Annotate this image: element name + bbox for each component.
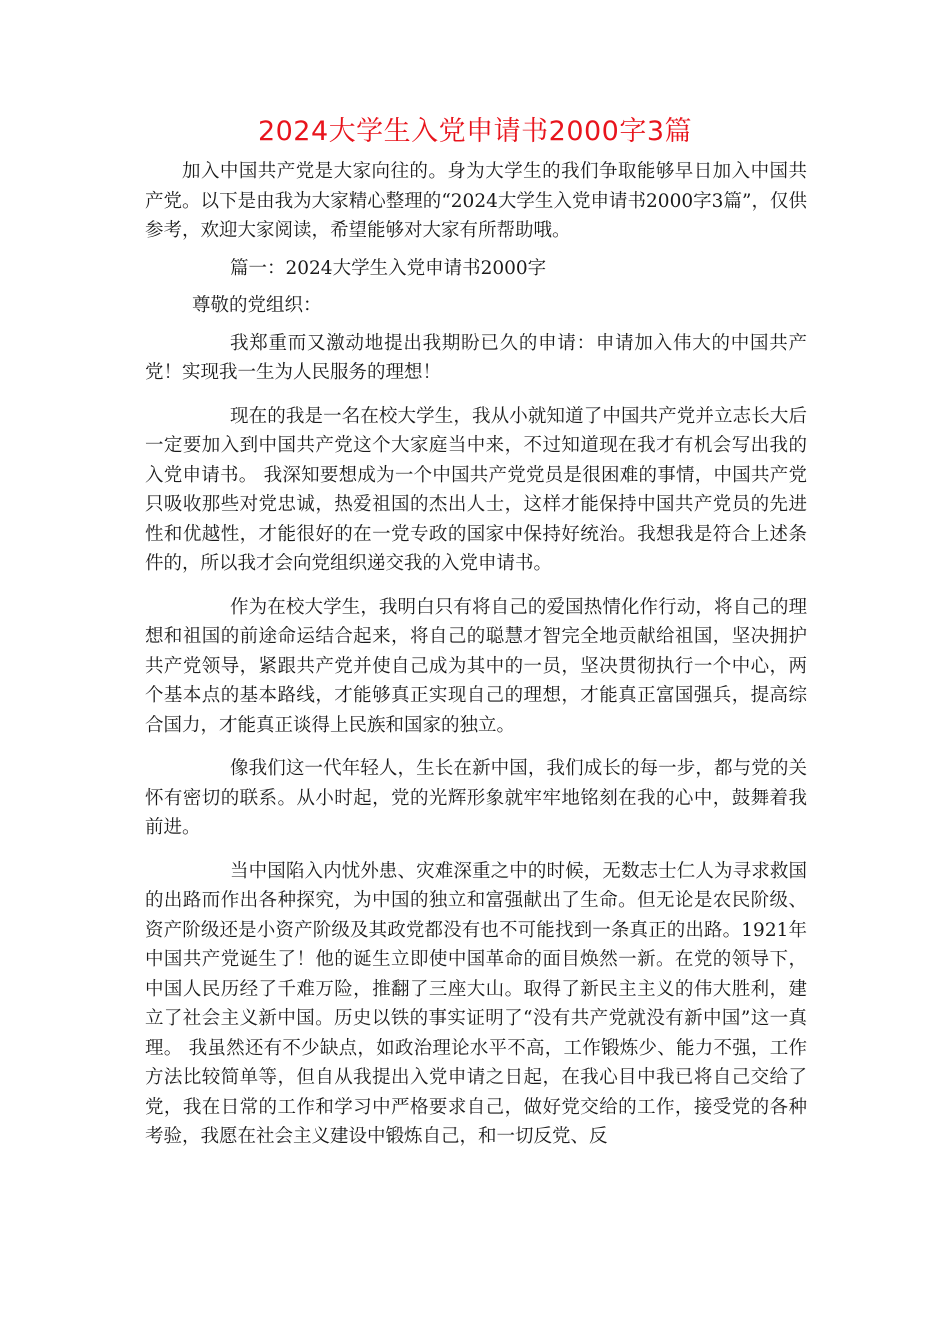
body-paragraph-2: 现在的我是一名在校大学生，我从小就知道了中国共产党并立志长大后一定要加入到中国共产党这个大家庭当中来，不过知道现在我才有机会写出我的入党申请书。 我深知要想成为一个中国共产党党员是很困难的事情，中国共产党只吸收那些对党忠诚，热爱祖国的杰出人士，这样才能保持中国共产党员的先进性和优越性，才能很好的在一党专政的国家中保持好统治。我想我是符合上述条件的，所以我才会向党组织递交我的入党申请书。	[145, 405, 807, 574]
body-paragraph-3: 作为在校大学生，我明白只有将自己的爱国热情化作行动，将自己的理想和祖国的前途命运结合起来，将自己的聪慧才智完全地贡献给祖国，坚决拥护共产党领导，紧跟共产党并使自己成为其中的一员，坚决贯彻执行一个中心，两个基本点的基本路线，才能够真正实现自己的理想，才能真正富国强兵，提高综合国力，才能真正谈得上民族和国家的独立。	[145, 596, 807, 736]
intro-paragraph: 加入中国共产党是大家向往的。身为大学生的我们争取能够早日加入中国共产党。以下是由我为大家精心整理的“2024大学生入党申请书2000字3篇”，仅供参考，欢迎大家阅读，希望能够对大家有所帮助哦。	[145, 161, 807, 241]
body-paragraph-1: 我郑重而又激动地提出我期盼已久的申请：申请加入伟大的中国共产党！实现我一生为人民服务的理想！	[145, 332, 807, 383]
salutation: 尊敬的党组织：	[192, 295, 322, 316]
section-heading: 篇一：2024大学生入党申请书2000字	[230, 257, 547, 279]
document-title: 2024大学生入党申请书2000字3篇	[257, 116, 693, 147]
document-body	[145, 157, 807, 1152]
body-paragraph-5: 当中国陷入内忧外患、灾难深重之中的时候，无数志士仁人为寻求救国的出路而作出各种探究，为中国的独立和富强献出了生命。但无论是农民阶级、资产阶级还是小资产阶级及其政党都没有也不可能找到一条真正的出路。1921年中国共产党诞生了！他的诞生立即使中国革命的面目焕然一新。在党的领导下，中国人民历经了千难万险，推翻了三座大山。取得了新民主主义的伟大胜利，建立了社会主义新中国。历史以铁的事实证明了“没有共产党就没有新中国”这一真理。 我虽然还有不少缺点，如政治理论水平不高，工作锻炼少、能力不强，工作方法比较简单等，但自从我提出入党申请之日起，在我心目中我已将自己交给了党，我在日常的工作和学习中严格要求自己，做好党交给的工作，接受党的各种考验，我愿在社会主义建设中锻炼自己，和一切反党、反	[145, 860, 807, 1147]
body-paragraph-4: 像我们这一代年轻人，生长在新中国，我们成长的每一步，都与党的关怀有密切的联系。从小时起，党的光辉形象就牢牢地铭刻在我的心中，鼓舞着我前进。	[145, 758, 807, 838]
